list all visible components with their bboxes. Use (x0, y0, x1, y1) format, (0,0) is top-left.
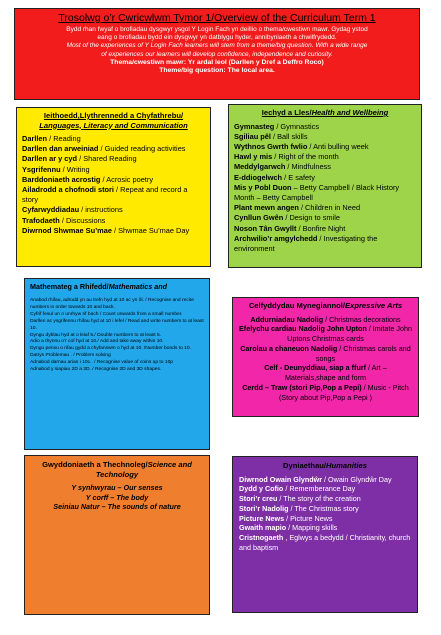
item-welsh: Gwaith mapio (239, 523, 287, 533)
item-welsh: Cristnogaeth (239, 533, 284, 543)
item-welsh: Trafodaeth (22, 215, 60, 225)
list-item (238, 344, 413, 364)
list-item (234, 152, 416, 162)
item-english: / Repeat and record a story (22, 185, 188, 205)
item-welsh: Ysgrifennu (22, 164, 61, 174)
list-item: Seiniau Natur – The sounds of nature (53, 502, 181, 512)
item-english: / Owain Glyndŵr Day (322, 474, 392, 484)
page-title: Trosolwg o’r Cwricwlwm Tymor 1/Overview of the Curriculum Term 1 (58, 12, 376, 24)
health-title-english: Health and Wellbeing (311, 108, 389, 117)
item-english: / Investigating the environment (234, 233, 378, 253)
list-item (234, 122, 416, 132)
arts-box (232, 297, 419, 417)
list-item: Dyngu dyblau hyd at o leiaf 5./ Double numbers to at least 5. (30, 332, 162, 338)
list-item (239, 494, 411, 504)
item-english: / Gymnastics (274, 121, 320, 131)
list-item (234, 234, 416, 254)
item-welsh: Picture News (239, 513, 285, 523)
list-item: Datrys Problemau . / Problem solving (30, 353, 111, 359)
item-english: / Christmas carols and songs (315, 343, 411, 363)
item-english: / The Christmas story (288, 503, 359, 513)
health-title (234, 108, 416, 118)
intro-welsh-line-2: eang o brofiadau bydd ein dysgwyr yn datblygu hyder, annibyniaeth a chwilfrydedd. (97, 34, 337, 42)
list-item (22, 216, 205, 226)
humanities-box (232, 456, 418, 613)
item-welsh: Celf - Deunyddiau, siap a ffurf (264, 363, 367, 373)
science-box (24, 455, 210, 615)
list-item (239, 484, 411, 494)
list-item (239, 475, 411, 485)
item-english: / Mindfulness (285, 162, 331, 172)
item-welsh: Mis y Pobl Duon (234, 182, 292, 192)
item-welsh: Efelychu cardiau Nadolig John Upton (239, 324, 367, 334)
list-item (239, 504, 411, 514)
list-item (234, 173, 416, 183)
list-item: Anabod rhifau, adrodd yn au trefn hyd at 10 ac yn ôl. / Recognise and recite numbers in order towards 10 and back. (30, 298, 194, 310)
math-title (30, 282, 204, 291)
item-english: / E safety (282, 172, 315, 182)
item-english: / Reading (47, 134, 81, 143)
arts-title-welsh: Celfyddydau Mynegiannol/ (248, 301, 346, 310)
list-item: Y synhwyrau – Our senses (71, 483, 163, 492)
arts-title-english: Expressive Arts (345, 301, 403, 310)
item-welsh: Plant mewn angen (234, 203, 299, 213)
item-english: / Ball skills (270, 131, 308, 141)
item-english: / instructions (79, 205, 123, 215)
science-list (31, 483, 203, 512)
header-box (14, 8, 420, 100)
list-item (234, 132, 416, 142)
list-item: Adio a thynnu o’r cof hyd at 10./ Add and take away within 10. (30, 339, 164, 345)
science-title (31, 460, 203, 479)
item-english: / Guided reading activities (98, 144, 186, 154)
intro-welsh-line-1: Bydd rhan fwyaf o brofiadau dysgwyr ysgol Y Login Fach yn deillio o thema/cwestiwn mawr. Gydag ystod (66, 26, 368, 33)
list-item (239, 523, 411, 533)
health-box (228, 104, 422, 268)
list-item (22, 134, 205, 144)
item-welsh: Stori’r Nadolig (239, 503, 289, 513)
item-english: / Imitate John Uptons Christmas cards (287, 324, 412, 344)
humanities-list (239, 475, 411, 553)
item-english: / Design to smile (283, 213, 340, 223)
item-english: / Picture News (284, 513, 333, 523)
intro-english-line-2: of experiences our learners will develop confidence, independence and curiosity. (101, 50, 333, 58)
list-item (234, 142, 416, 152)
list-item (238, 315, 413, 325)
theme-english: Theme/big question: The local area. (159, 67, 275, 75)
item-welsh: Cerdd – Traw (stori Pip,Pop a Pepi) (242, 383, 362, 393)
humanities-title-english: Humanities (326, 461, 367, 470)
item-english: / The story of the creation (277, 494, 361, 504)
arts-title (238, 301, 413, 311)
science-title-welsh: Gwyddoniaeth a Thechnoleg/ (42, 460, 148, 469)
theme-welsh: Thema/cwestiwn mawr: Yr ardal leol (Darllen y Dref a Deffro Roco) (110, 58, 324, 66)
item-welsh: Archwilio’r amgylchedd (234, 233, 318, 243)
literacy-list (22, 134, 205, 236)
list-item (234, 183, 416, 203)
list-item (238, 383, 413, 403)
item-welsh: Sgiliau pêl (234, 131, 271, 141)
item-welsh: Ailadrodd a chofnodi stori (22, 185, 114, 195)
list-item (234, 213, 416, 223)
list-item: Adnabod darnau arian i 10c.. / Recognise value of coins up to 10p (30, 360, 174, 366)
item-welsh: Cyfarwyddiadau (22, 205, 80, 215)
item-welsh: Carolau a chaneuon Nadolig (240, 343, 338, 353)
item-welsh: Dydd y Cofio (239, 484, 284, 494)
item-welsh: Stori’r creu (239, 494, 278, 504)
item-english: / Christmas decorations (323, 314, 401, 324)
item-welsh: Darllen ar y cyd (22, 154, 78, 164)
list-item (239, 533, 411, 553)
item-welsh: Meddylgarwch (234, 162, 286, 172)
literacy-title (22, 111, 205, 130)
item-welsh: Darllen dan arweiniad (22, 144, 99, 154)
list-item (234, 162, 416, 172)
list-item: Adnabod y siapiau 2D a 3D. / Recognise 2D and 3D shapes. (30, 367, 162, 373)
item-welsh: Wythnos Gwrth fwlio (234, 141, 308, 151)
item-english: / Mapping skills (286, 523, 338, 533)
math-list (30, 298, 204, 374)
math-box (24, 278, 210, 450)
item-welsh: Noson Tân Gwyllt (234, 223, 297, 233)
item-english: / Children in Need (298, 203, 361, 213)
literacy-title-english: Languages, Literacy and Communication (39, 120, 188, 130)
list-item (22, 154, 205, 164)
item-english: / Rememberance Day (283, 484, 356, 494)
list-item: Cyfrif fesul un o unrhyw rif bach / Count onwards from a small number. (30, 311, 183, 317)
item-welsh: Diwrnod Owain Glyndŵr (239, 474, 323, 484)
list-item (22, 144, 205, 154)
list-item (22, 165, 205, 175)
list-item: Y corff – The body (85, 492, 149, 502)
list-item (22, 205, 205, 215)
science-title-english: Science and Technology (95, 460, 192, 479)
item-english: / Shwmae Su’mae Day (111, 225, 190, 235)
item-english: – Betty Campbell / Black History Month – Betty Campbell (234, 182, 400, 202)
list-item (234, 224, 416, 234)
list-item (22, 226, 205, 236)
item-welsh: Diwrnod Shwmae Su’mae (22, 225, 112, 235)
item-english: , Eglwys a bedydd / Christianity, church and baptism (239, 533, 411, 553)
item-welsh: Gymnasteg (234, 121, 275, 131)
item-welsh: Cynllun Gwên (234, 213, 284, 223)
math-title-welsh: Mathemateg a Rhifedd/ (30, 282, 109, 291)
health-title-welsh: Iechyd a Lles/ (261, 108, 312, 117)
item-english: / Writing (60, 164, 90, 174)
item-english: / Discussions (59, 215, 106, 225)
item-welsh: E-ddiogelwch (234, 172, 283, 182)
list-item (22, 185, 205, 205)
humanities-title-welsh: Dyniaethau/ (283, 461, 327, 470)
item-english: / Art – Materials,shape and form (284, 363, 387, 383)
humanities-title (239, 461, 411, 471)
item-english: / Acrosic poetry (100, 174, 154, 184)
list-item: Dyngu pensu o rifau gydd a chyfanswm o hyd at 10. /Number bonds to 10. (30, 346, 191, 352)
list-item (238, 363, 413, 383)
list-item: Darllen ac ysgrifennu rhifau hyd at 10 i lefel / Read and write numbers to at least 10. (30, 318, 204, 331)
item-english: / Right of the month (272, 152, 339, 162)
health-list (234, 122, 416, 255)
item-welsh: Darllen (22, 134, 48, 143)
item-welsh: Hawl y mis (234, 152, 273, 162)
list-item (22, 175, 205, 185)
arts-list (238, 315, 413, 403)
item-english: / Shared Reading (77, 154, 137, 164)
literacy-box (16, 107, 211, 267)
math-title-english: Mathematics and (108, 282, 168, 291)
item-welsh: Addurniadau Nadolig (250, 314, 324, 324)
list-item (239, 514, 411, 524)
intro-english-line-1: Most of the experiences of Y Login Fach learners will stem from a theme/big question. With a wide range (66, 42, 368, 50)
item-english: / Anti bulling week (307, 141, 369, 151)
literacy-title-welsh: Ieithoedd,Llythrennedd a Chyfathrebu/ (43, 111, 184, 120)
item-english: / Music - Pitch (Story about Pip,Pop a Pepi ) (278, 383, 409, 402)
list-item (238, 324, 413, 344)
item-english: / Bonfire Night (296, 223, 346, 233)
item-welsh: Barddoniaeth acrostig (22, 174, 101, 184)
list-item (234, 203, 416, 213)
